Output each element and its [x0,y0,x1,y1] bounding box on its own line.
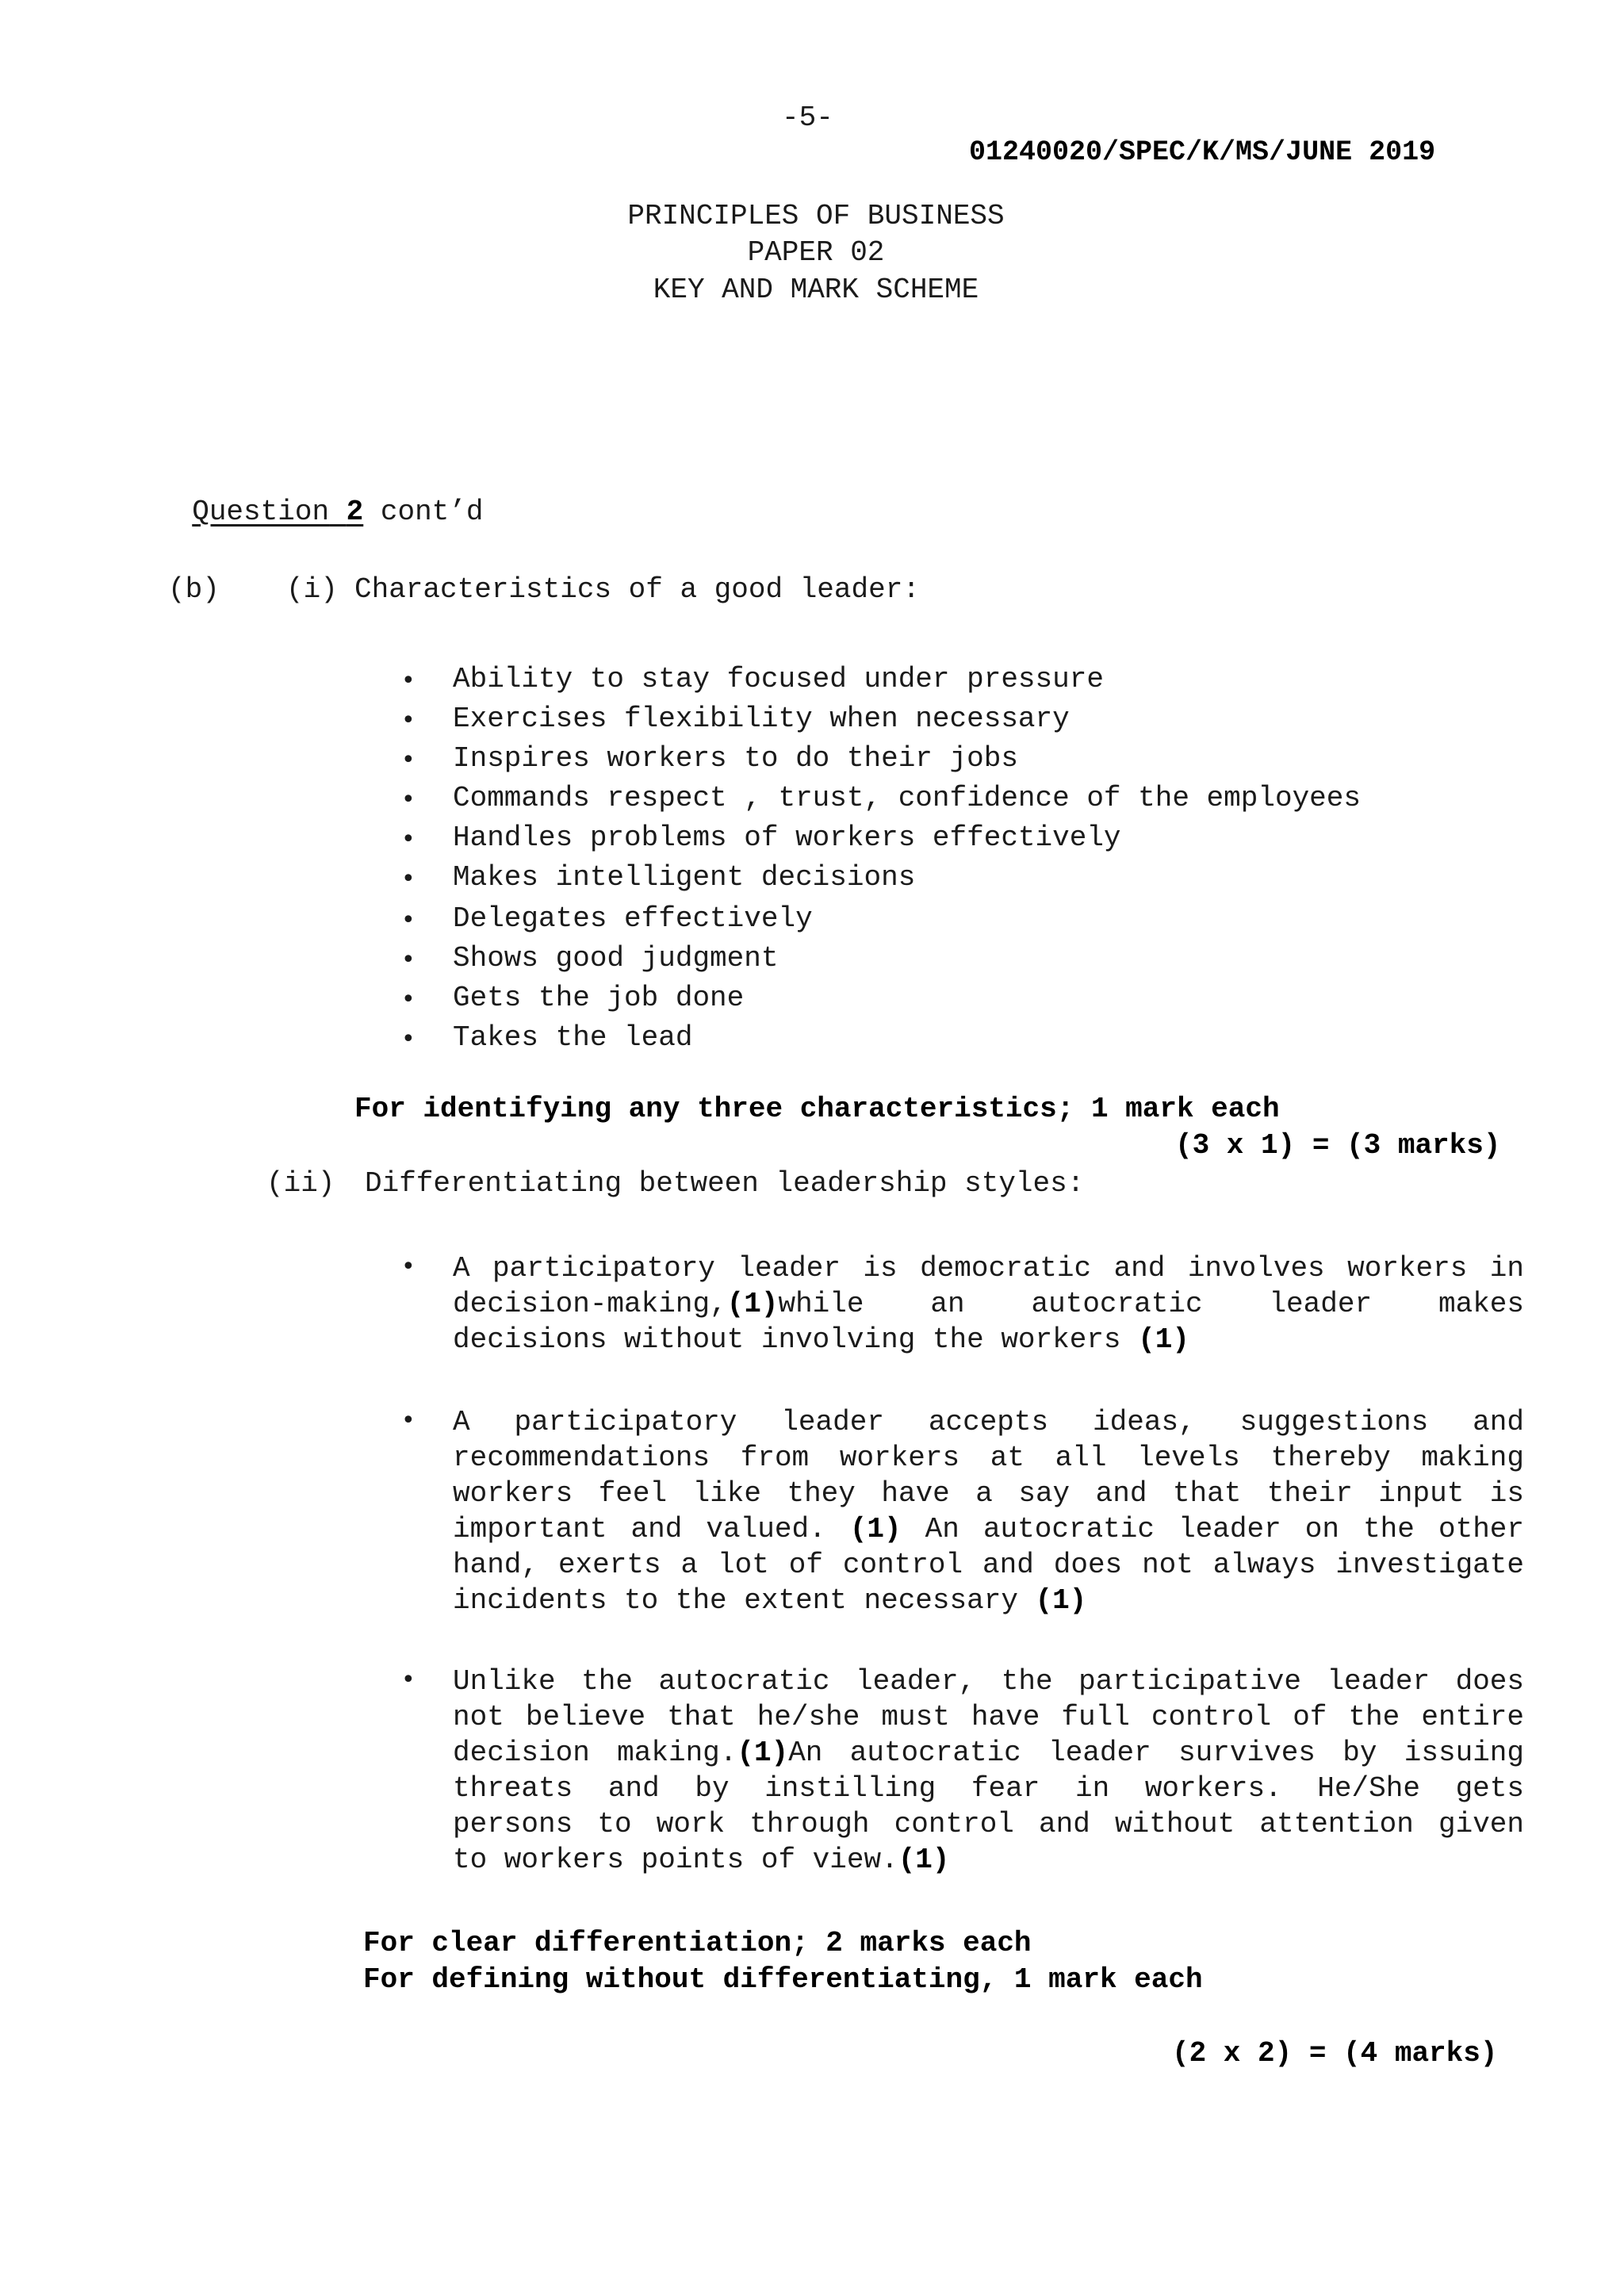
sub-ii-mark-note-2: For defining without differentiating, 1 mark each [363,1963,1203,1996]
question-heading [158,458,484,530]
header-subtitle: KEY AND MARK SCHEME [653,274,979,306]
sub-ii-mark-total: (2 x 2) = (4 marks) [1172,2037,1498,2070]
leadership-point [453,1404,1524,1618]
bullet-icon: • [401,865,416,893]
characteristic-item: Shows good judgment [453,942,779,975]
mark-indicator: (1) [898,1844,950,1876]
characteristic-item: Exercises flexibility when necessary [453,703,1070,735]
point-line: threats and by instilling fear in workers. He/She gets [453,1772,1524,1805]
point-line: hand, exerts a lot of control and does not always investigate [453,1549,1524,1581]
characteristic-item: Makes intelligent decisions [453,861,916,894]
leadership-point [453,1664,1524,1878]
bullet-icon: • [401,667,416,695]
point-line: incidents to the extent necessary (1) [453,1584,1087,1617]
point-line: A participatory leader is democratic and involves workers in [453,1252,1524,1285]
point-line: decision-making,(1)while an autocratic leader makes [453,1288,1524,1320]
sub-i-heading: Characteristics of a good leader: [354,573,920,606]
point-line: important and valued. (1) An autocratic leader on the other [453,1513,1524,1545]
sub-i-mark-note: For identifying any three characteristics; 1 mark each [354,1093,1280,1125]
header-title: PRINCIPLES OF BUSINESS [627,200,1005,232]
page-number: -5- [782,101,833,134]
point-line: decisions without involving the workers (1) [453,1323,1189,1356]
bullet-icon: • [401,746,416,774]
point-line: persons to work through control and without attention given [453,1808,1524,1840]
mark-indicator: (1) [726,1288,779,1320]
sub-ii-label: (ii) [266,1167,335,1200]
sub-ii-heading: Differentiating between leadership styles: [365,1167,1085,1200]
point-line: recommendations from workers at all levels thereby making [453,1442,1524,1474]
mark-indicator: (1) [737,1737,789,1769]
characteristic-item: Handles problems of workers effectively [453,821,1121,854]
bullet-icon: • [401,707,416,734]
question-suffix: cont’d [363,496,484,528]
bullet-icon: • [401,906,416,934]
characteristic-item: Inspires workers to do their jobs [453,742,1018,775]
bullet-icon: • [401,1666,416,1694]
point-line: workers feel like they have a say and that their input is [453,1477,1524,1510]
bullet-icon: • [401,1025,416,1053]
point-line: decision making.(1)An autocratic leader survives by issuing [453,1737,1525,1769]
characteristic-item: Gets the job done [453,982,745,1014]
bullet-icon: • [401,986,416,1013]
characteristic-item: Ability to stay focused under pressure [453,663,1104,695]
characteristic-item: Delegates effectively [453,902,813,935]
document-code: 01240020/SPEC/K/MS/JUNE 2019 [969,136,1436,168]
point-line: to workers points of view.(1) [453,1844,950,1876]
point-line: A participatory leader accepts ideas, suggestions and [453,1406,1524,1438]
bullet-icon: • [401,1253,416,1281]
characteristic-item: Commands respect , trust, confidence of the employees [453,782,1361,814]
leadership-point [453,1250,1524,1358]
point-line: Unlike the autocratic leader, the participative leader does [453,1665,1524,1698]
bullet-icon: • [401,786,416,814]
mark-indicator: (1) [849,1513,902,1545]
header-paper: PAPER 02 [747,236,885,269]
mark-indicator: (1) [1138,1323,1189,1356]
sub-ii-mark-note-1: For clear differentiation; 2 marks each [363,1927,1032,1959]
bullet-icon: • [401,825,416,853]
point-line: not believe that he/she must have full control of the entire [453,1701,1524,1733]
mark-indicator: (1) [1035,1584,1087,1617]
sub-i-label: (i) [286,573,338,606]
question-label: Question 2 [192,496,364,528]
bullet-icon: • [401,946,416,974]
part-b-label: (b) [168,573,220,606]
characteristic-item: Takes the lead [453,1021,693,1054]
bullet-icon: • [401,1407,416,1434]
sub-i-mark-total: (3 x 1) = (3 marks) [1175,1129,1501,1162]
